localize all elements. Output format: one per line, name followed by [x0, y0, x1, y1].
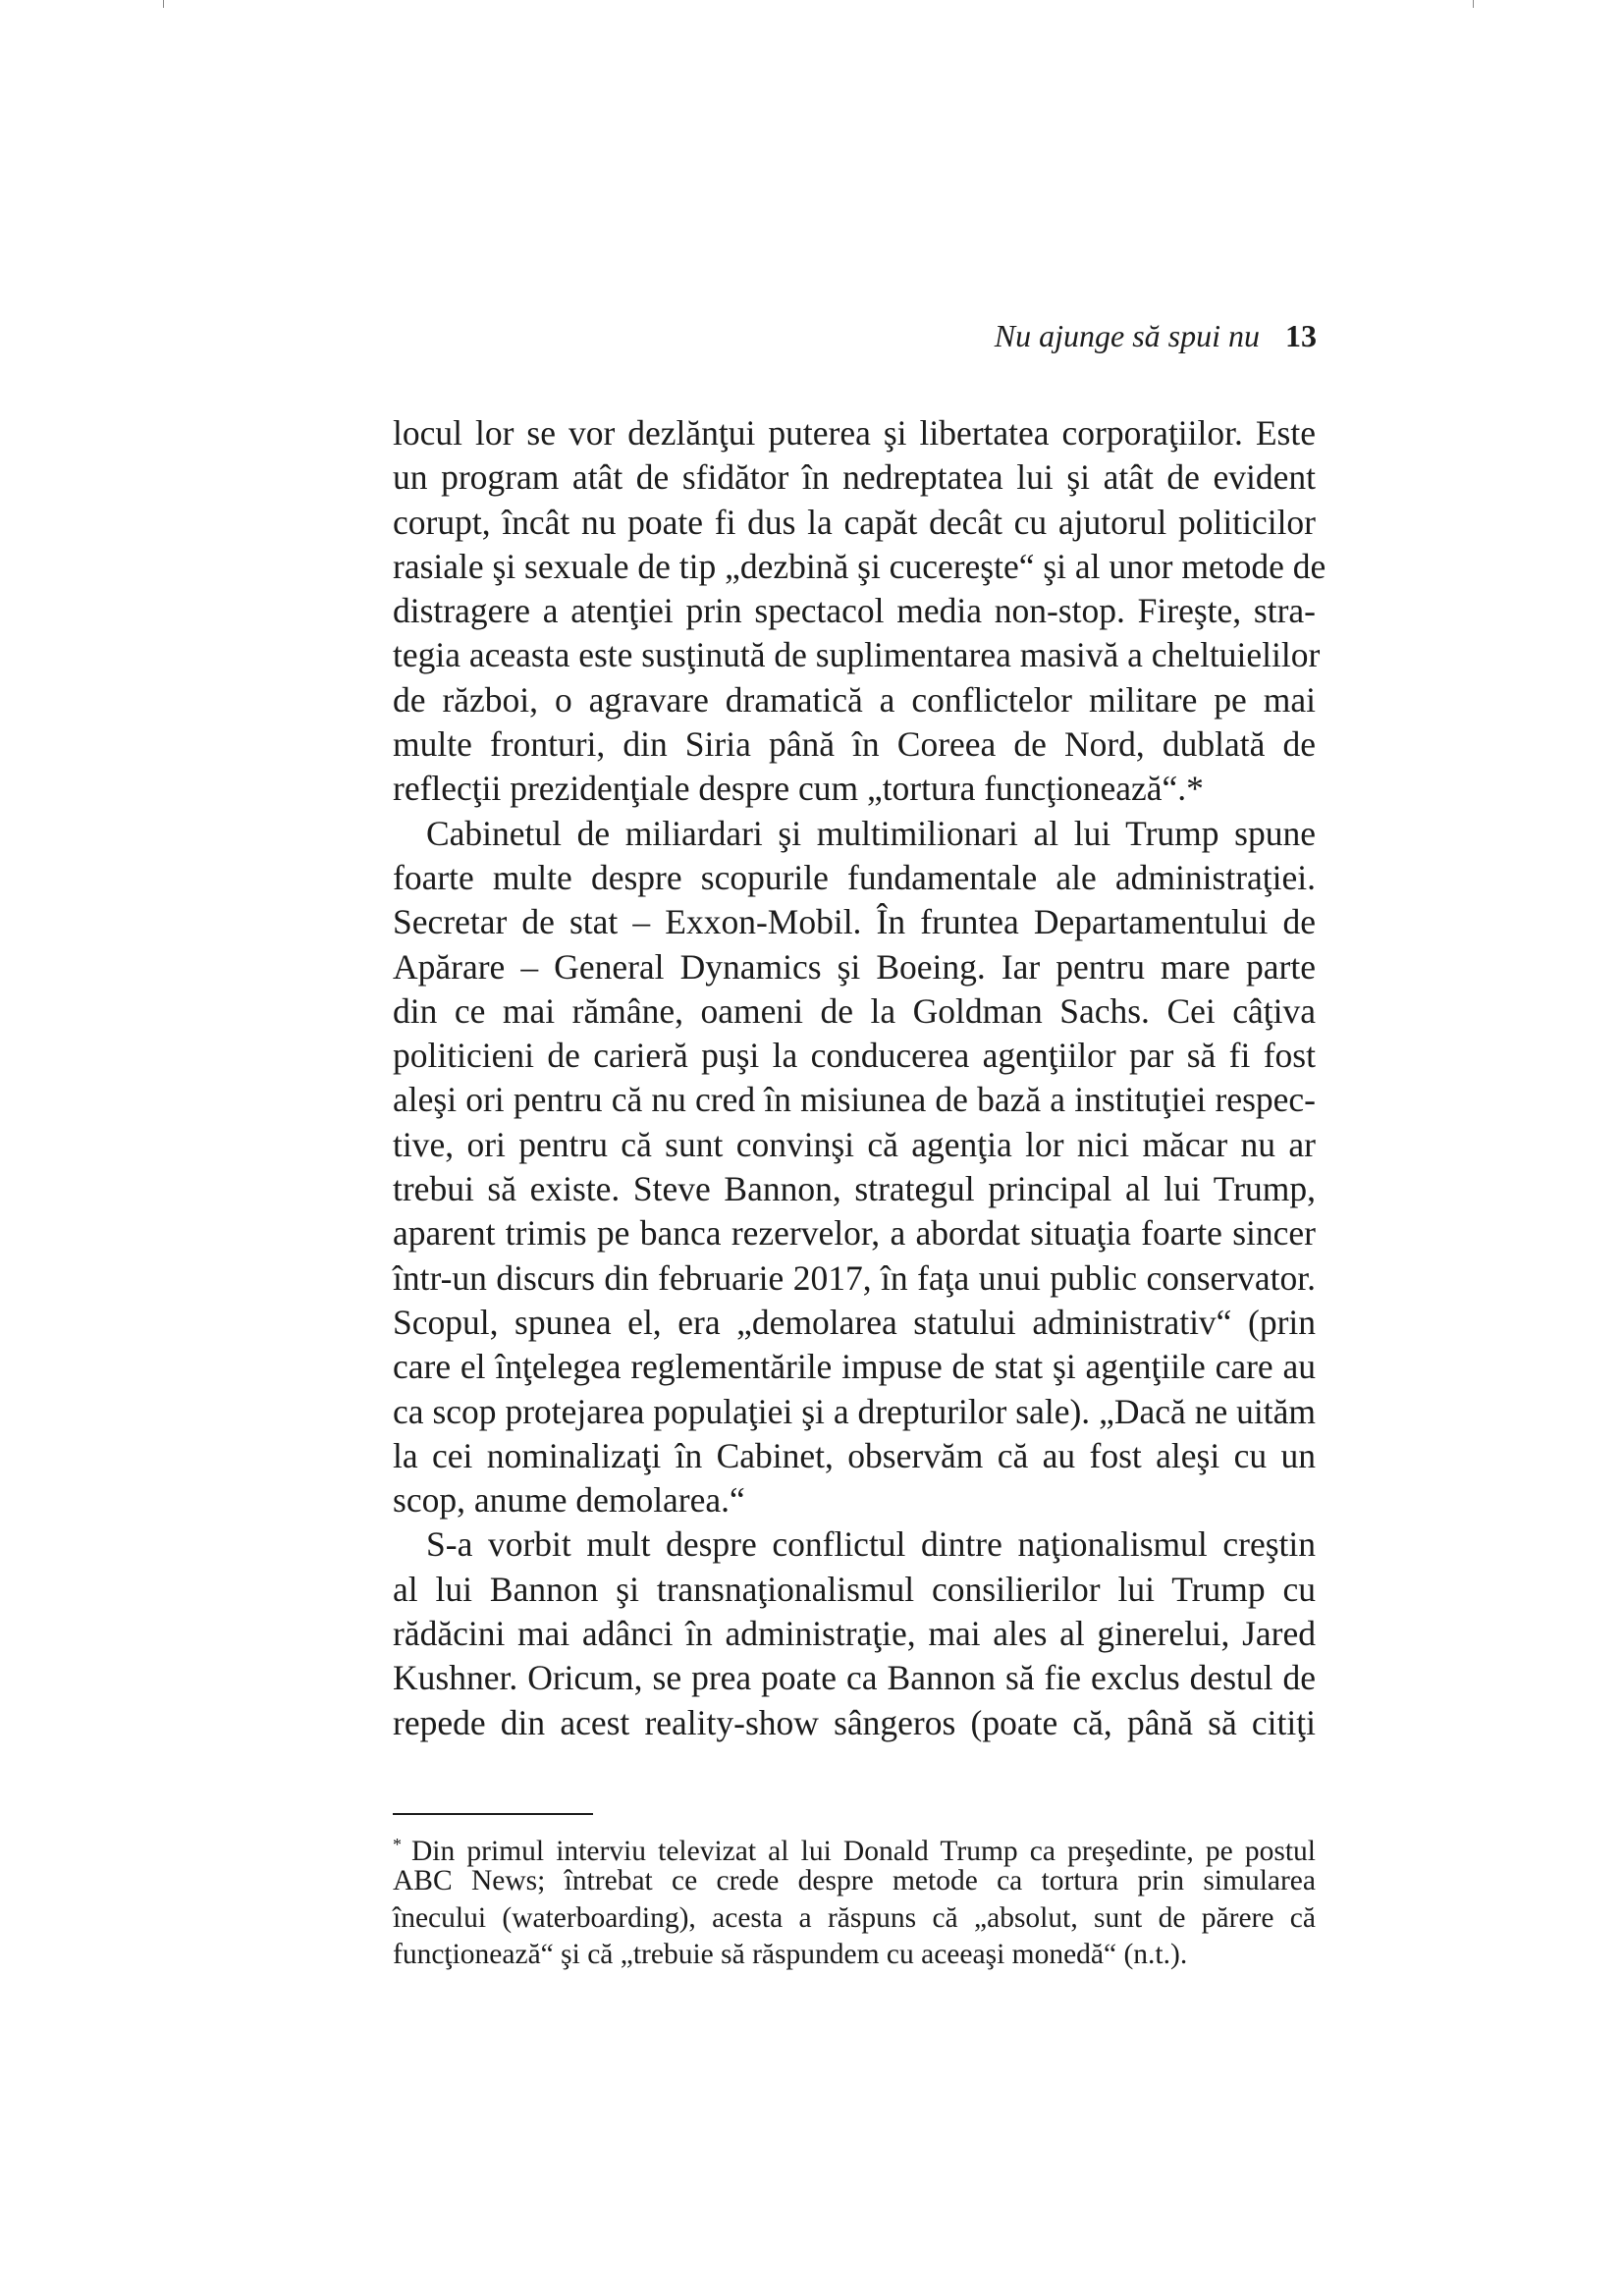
text-line: al lui Bannon şi transnaţionalismul consilierilor lui Trump cu [393, 1569, 1316, 1609]
running-title: Nu ajunge să spui nu [994, 318, 1260, 353]
footnote-text: Din primul interviu televizat al lui Donald Trump ca preşedinte, pe postul [411, 1836, 1316, 1867]
text-line: Scopul, spunea el, era „demolarea statului administrativ“ (prin [393, 1302, 1316, 1342]
footnote-marker: * [393, 1835, 402, 1854]
text-line: reflecţii prezidenţiale despre cum „tortura funcţionează“.* [393, 769, 1204, 809]
text-line: multe fronturi, din Siria până în Coreea de Nord, dublată de [393, 724, 1316, 765]
text-line: trebui să existe. Steve Bannon, strategul principal al lui Trump, [393, 1169, 1316, 1209]
paragraph [393, 1522, 1316, 1744]
text-line: tive, ori pentru că sunt convinşi că agenţia lor nici măcar nu ar [393, 1124, 1316, 1164]
text-line: la cei nominalizaţi în Cabinet, observăm că au fost aleşi cu un [393, 1435, 1316, 1475]
footnote-separator [393, 1813, 593, 1815]
text-line: un program atât de sfidător în nedreptatea lui şi atât de evident [393, 457, 1316, 498]
text-line: politicieni de carieră puşi la conducerea agenţiilor par să fi fost [393, 1036, 1316, 1076]
page-header [995, 316, 1317, 355]
crop-mark-left [163, 0, 164, 8]
text-line: foarte multe despre scopurile fundamentale ale administraţiei. [393, 857, 1316, 897]
text-line: aparent trimis pe banca rezervelor, a abordat situaţia foarte sincer [393, 1213, 1316, 1254]
text-line: din ce mai rămâne, oameni de la Goldman Sachs. Cei câţiva [393, 990, 1316, 1031]
paragraph [393, 812, 1316, 1523]
text-line: ca scop protejarea populaţiei şi a drepturilor sale). „Dacă ne uităm [393, 1391, 1316, 1431]
text-line: rasiale şi sexuale de tip „dezbină şi cucereşte“ şi al unor metode de [393, 546, 1326, 586]
footnote-line: înecului (waterboarding), acesta a răspuns că „absolut, sunt de părere că [393, 1901, 1316, 1934]
text-line: Kushner. Oricum, se prea poate ca Bannon să fie exclus destul de [393, 1658, 1316, 1698]
text-line: distragere a atenţiei prin spectacol media non-stop. Fireşte, stra- [393, 591, 1316, 631]
text-line: care el înţelegea reglementările impuse de stat şi agenţiile care au [393, 1347, 1316, 1387]
text-line: corupt, încât nu poate fi dus la capăt decât cu ajutorul politicilor [393, 502, 1316, 542]
text-line: locul lor se vor dezlănţui puterea şi libertatea corporaţiilor. Este [393, 413, 1316, 453]
text-line: Cabinetul de miliardari şi multimilionari al lui Trump spune [426, 813, 1316, 853]
text-line: aleşi ori pentru că nu cred în misiunea de bază a instituţiei respec- [393, 1080, 1316, 1120]
text-line: într-un discurs din februarie 2017, în faţa unui public conservator. [393, 1257, 1316, 1298]
text-line: Apărare – General Dynamics şi Boeing. Iar pentru mare parte [393, 946, 1316, 987]
text-line: S-a vorbit mult despre conflictul dintre naţionalismul creştin [426, 1524, 1316, 1565]
text-line: repede din acest reality-show sângeros (poate că, până să citiţi [393, 1702, 1316, 1742]
page-number: 13 [1285, 318, 1317, 353]
paragraph [393, 411, 1326, 812]
text-line: tegia aceasta este susţinută de suplimentarea masivă a cheltuielilor [393, 635, 1321, 675]
text-line: de război, o agravare dramatică a conflictelor militare pe mai [393, 679, 1316, 720]
text-line: scop, anume demolarea.“ [393, 1480, 745, 1521]
text-line: Secretar de stat – Exxon-Mobil. În fruntea Departamentului de [393, 902, 1316, 942]
body-text [393, 411, 1326, 1745]
text-line: rădăcini mai adânci în administraţie, mai ales al ginerelui, Jared [393, 1614, 1316, 1654]
footnote-line: funcţionează“ şi că „trebuie să răspundem cu aceeaşi monedă“ (n.t.). [393, 1938, 1188, 1970]
footnote-line: ABC News; întrebat ce crede despre metode ca tortura prin simularea [393, 1865, 1316, 1897]
footnote-line [393, 1827, 1316, 1867]
footnote [393, 1827, 1316, 1973]
crop-mark-right [1473, 0, 1474, 8]
